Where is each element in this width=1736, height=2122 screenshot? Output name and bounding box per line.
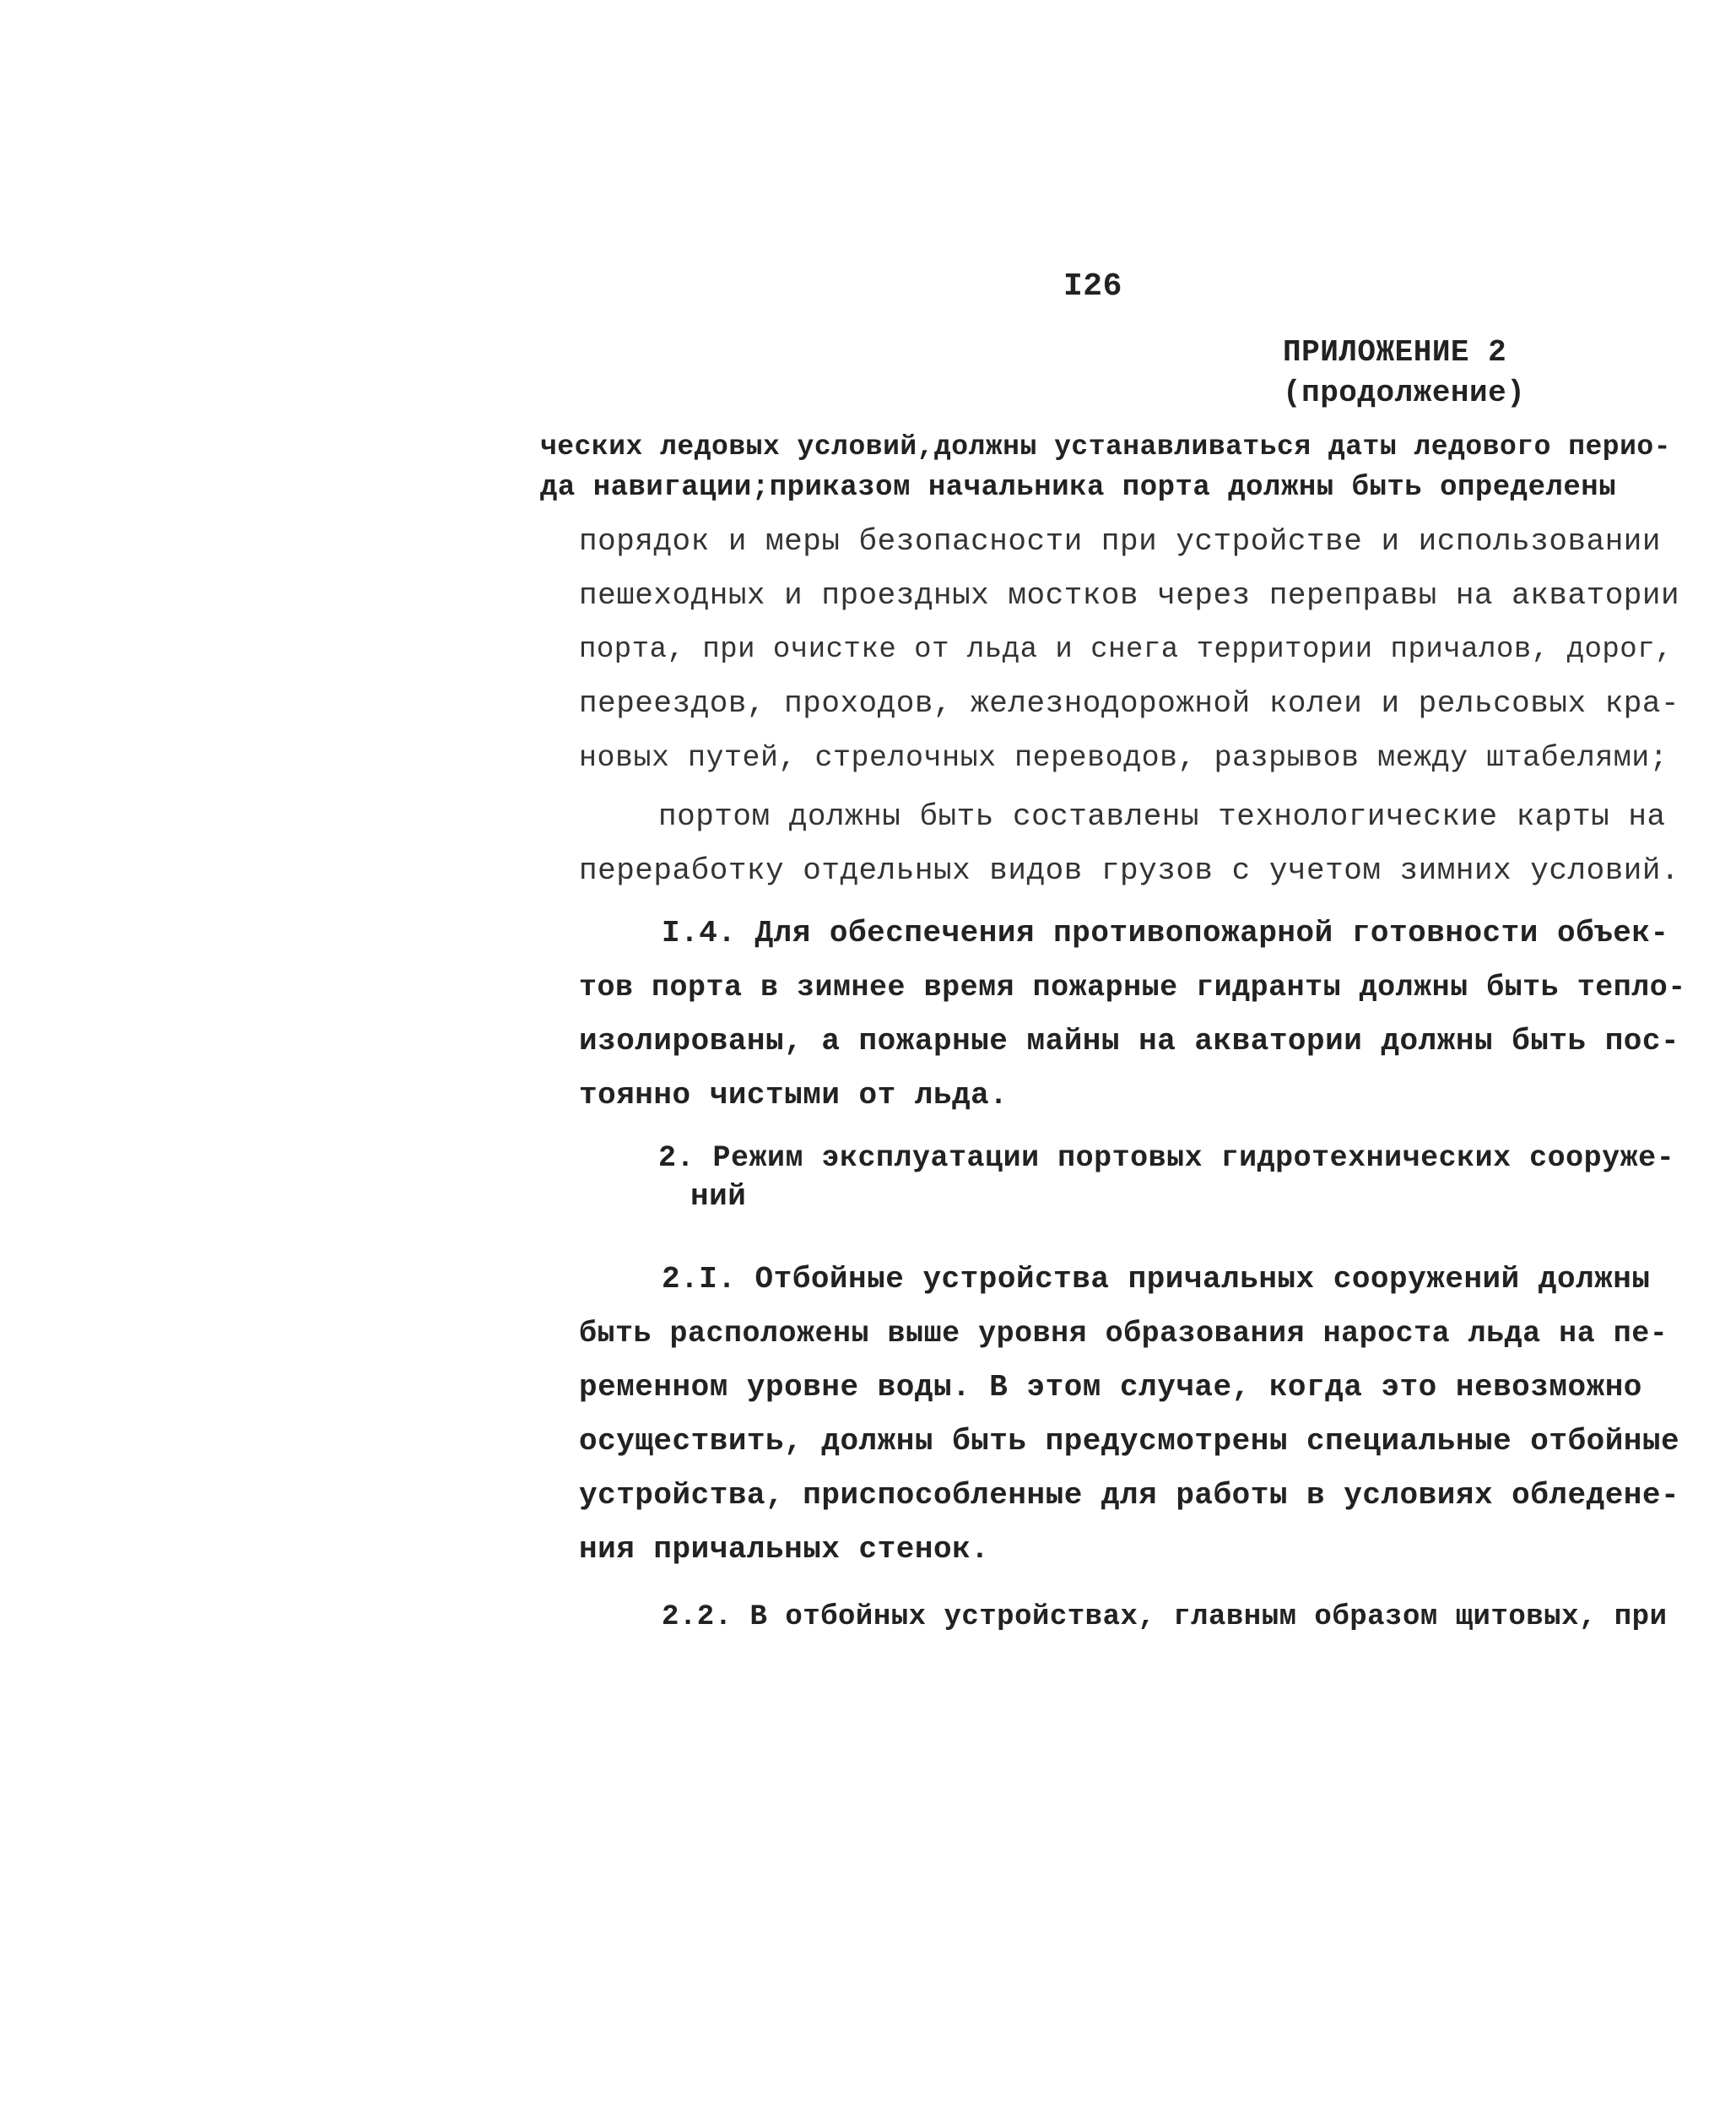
appendix-continuation: (продолжение) [1283,376,1526,410]
section-heading: 2. Режим эксплуатации портовых гидротехнических сооруже- [658,1141,1675,1175]
body-line: да навигации;приказом начальника порта должны быть определены [540,472,1617,504]
body-line: тов порта в зимнее время пожарные гидранты должны быть тепло- [579,971,1686,1004]
body-line: ческих ледовых условий,должны устанавливаться даты ледового перио- [540,431,1672,463]
body-line: портом должны быть составлены технологические карты на [658,799,1666,834]
page-number: I26 [1063,268,1122,305]
body-line: 2.2. В отбойных устройствах, главным образом щитовых, при [662,1601,1668,1633]
body-line: новых путей, стрелочных переводов, разрывов между штабелями; [579,741,1668,775]
section-heading: ний [690,1179,747,1214]
body-line: ния причальных стенок. [579,1532,990,1567]
body-line: ременном уровне воды. В этом случае, когда это невозможно [579,1370,1642,1405]
appendix-title: ПРИЛОЖЕНИЕ 2 [1283,335,1507,370]
body-line: устройства, приспособленные для работы в условиях обледене- [579,1478,1680,1513]
body-line: порядок и меры безопасности при устройстве и использовании [579,524,1662,559]
body-line: 2.I. Отбойные устройства причальных сооружений должны [662,1262,1651,1296]
body-line: I.4. Для обеспечения противопожарной готовности объек- [662,916,1669,950]
body-line: переработку отдельных видов грузов с учетом зимних условий. [579,853,1680,888]
body-line: осуществить, должны быть предусмотрены специальные отбойные [579,1424,1680,1459]
body-line: быть расположены выше уровня образования нароста льда на пе- [579,1317,1668,1351]
body-line: переездов, проходов, железнодорожной колеи и рельсовых кра- [579,686,1680,721]
body-line: пешеходных и проездных мостков через переправы на акватории [579,578,1680,613]
body-line: изолированы, а пожарные майны на акватории должны быть пос- [579,1024,1680,1058]
body-line: тоянно чистыми от льда. [579,1078,1009,1112]
body-line: порта, при очистке от льда и снега территории причалов, дорог, [579,634,1674,666]
